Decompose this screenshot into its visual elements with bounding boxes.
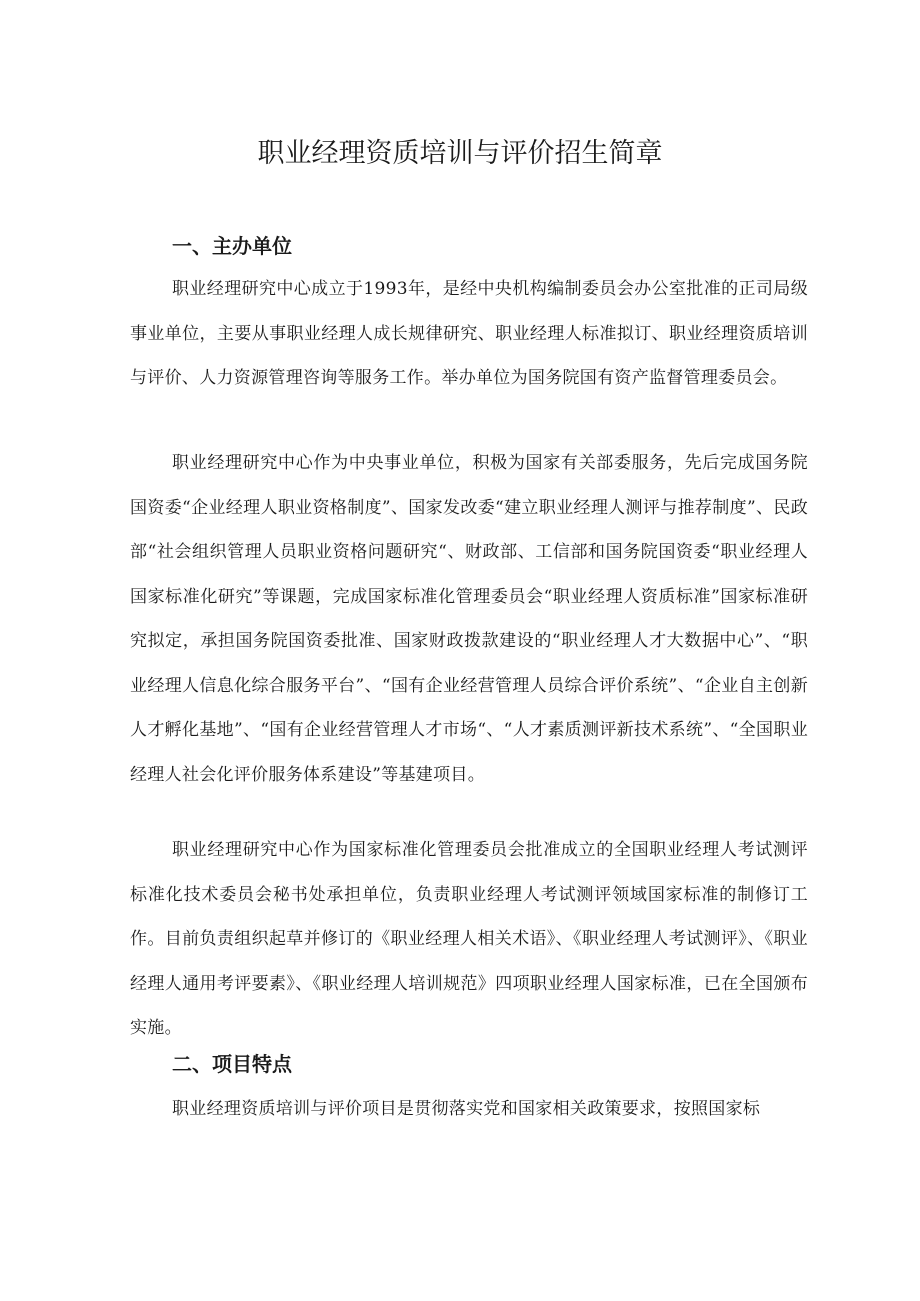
paragraph-organizer-services: 职业经理研究中心作为中央事业单位，积极为国家有关部委服务，先后完成国务院国资委“企业经理人职业资格制度”、国家发改委“建立职业经理人测评与推荐制度”、民政部“社会组织管理人员职业资格问题研究“、财政部、工信部和国务院国资委“职业经理人国家标准化研究”等课题，完成国家标准化管理委员会“职业经理人资质标准”国家标准研究拟定，承担国务院国资委批准、国家财政拨款建设的“职业经理人才大数据中心”、“职业经理人信息化综合服务平台”、“国有企业经营管理人员综合评价系统”、“企业自主创新人才孵化基地”、“国有企业经营管理人才市场“、“人才素质测评新技术系统”、“全国职业经理人社会化评价服务体系建设”等基建项目。 [130, 453, 808, 785]
paragraph-features-intro: 职业经理资质培训与评价项目是贯彻落实党和国家相关政策要求，按照国家标 [172, 1099, 761, 1119]
document-title: 职业经理资质培训与评价招生简章 [257, 138, 663, 169]
paragraph-organizer-intro: 职业经理研究中心成立于1993年，是经中央机构编制委员会办公室批准的正司局级事业单位，主要从事职业经理人成长规律研究、职业经理人标准拟订、职业经理资质培训与评价、人力资源管理咨询等服务工作。举办单位为国务院国有资产监督管理委员会。 [130, 279, 808, 388]
paragraph-organizer-standards: 职业经理研究中心作为国家标准化管理委员会批准成立的全国职业经理人考试测评标准化技术委员会秘书处承担单位，负责职业经理人考试测评领域国家标准的制修订工作。目前负责组织起草并修订的《职业经理人相关术语》、《职业经理人考试测评》、《职业经理人通用考评要素》、《职业经理人培训规范》四项职业经理人国家标准，已在全国颁布实施。 [130, 840, 808, 1038]
section-heading-features: 二、项目特点 [172, 1052, 292, 1076]
section-heading-organizer: 一、主办单位 [172, 234, 292, 258]
